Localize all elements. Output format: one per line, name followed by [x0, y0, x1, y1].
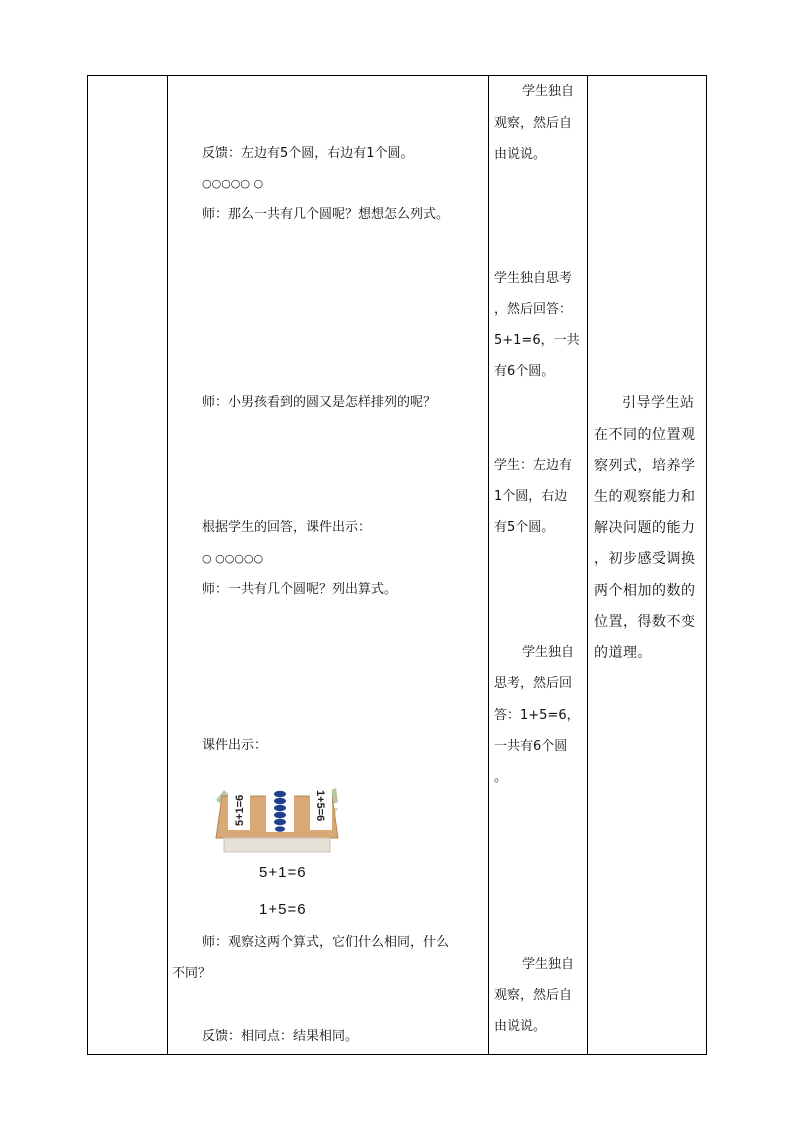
student-activity-1-line-1: 学生独自	[522, 84, 575, 99]
intent-line-5: 解决问题的能力	[594, 520, 696, 536]
abacus-illustration	[214, 786, 340, 854]
courseware-note-2: 课件出示：	[202, 738, 268, 753]
student-activity-4-line-1: 学生独自	[522, 645, 575, 660]
student-activity-2-line-4: 有6个圆。	[494, 364, 555, 379]
intent-line-1: 引导学生站	[622, 395, 695, 411]
card-right-text: 1+5=6	[314, 790, 326, 822]
equation-2: 1+5=6	[259, 901, 307, 918]
card-left-text: 5+1=6	[234, 794, 246, 826]
circles-row-b: ○ ○○○○○	[202, 552, 264, 565]
student-activity-1-line-2: 观察，然后自	[494, 116, 573, 131]
courseware-note-1: 根据学生的回答，课件出示：	[202, 520, 372, 535]
student-activity-3-line-2: 1个圆，右边	[494, 489, 568, 504]
student-activity-3-line-1: 学生：左边有	[494, 458, 573, 473]
teacher-question-3: 师：一共有几个圆呢？列出算式。	[202, 582, 398, 597]
bead	[275, 826, 285, 832]
table-border-bottom	[87, 1054, 707, 1055]
student-activity-5-line-1: 学生独自	[522, 957, 575, 972]
intent-line-4: 生的观察能力和	[594, 489, 696, 505]
bead	[274, 812, 286, 818]
student-activity-4-line-2: 思考，然后回	[494, 676, 573, 691]
intent-line-6: ，初步感受调换	[594, 551, 696, 567]
table-divider-1	[167, 75, 168, 1055]
bead	[274, 819, 286, 825]
student-activity-5-line-2: 观察，然后自	[494, 988, 573, 1003]
table-border-left	[87, 75, 88, 1055]
bead	[274, 805, 286, 811]
teacher-question-1: 师：那么一共有几个圆呢？想想怎么列式。	[202, 207, 450, 222]
intent-line-9: 的道理。	[594, 645, 652, 661]
intent-line-2: 在不同的位置观	[594, 427, 696, 443]
student-activity-2-line-3: 5+1=6，一共	[494, 333, 580, 348]
bead	[274, 791, 286, 797]
circles-row-a: ○○○○○ ○	[202, 177, 264, 190]
intent-line-7: 两个相加的数的	[594, 583, 696, 599]
student-activity-2-line-1: 学生独自思考	[494, 271, 573, 286]
feedback-line-1: 反馈：左边有5个圆，右边有1个圆。	[202, 146, 414, 161]
intent-line-8: 位置，得数不变	[594, 614, 696, 630]
student-activity-4-line-4: 一共有6个圆	[494, 739, 568, 754]
teacher-question-4a: 师：观察这两个算式，它们什么相同，什么	[202, 935, 450, 950]
table-border-top	[87, 75, 707, 76]
teacher-question-4b: 不同？	[172, 966, 212, 981]
table-border-right	[706, 75, 707, 1055]
desk-base	[224, 838, 330, 852]
feedback-line-2: 反馈：相同点：结果相同。	[202, 1029, 359, 1044]
student-activity-4-line-5: 。	[494, 770, 508, 785]
table-divider-2	[488, 75, 489, 1055]
student-activity-5-line-3: 由说说。	[494, 1019, 547, 1034]
student-activity-3-line-3: 有5个圆。	[494, 520, 555, 535]
intent-line-3: 察列式，培养学	[594, 458, 696, 474]
teacher-question-2: 师：小男孩看到的圆又是怎样排列的呢？	[202, 395, 437, 410]
bead	[274, 798, 286, 804]
student-activity-4-line-3: 答：1+5=6，	[494, 708, 580, 723]
student-activity-2-line-2: ，然后回答：	[494, 302, 573, 317]
equation-1: 5+1=6	[259, 864, 307, 881]
table-divider-3	[587, 75, 588, 1055]
student-activity-1-line-3: 由说说。	[494, 147, 547, 162]
